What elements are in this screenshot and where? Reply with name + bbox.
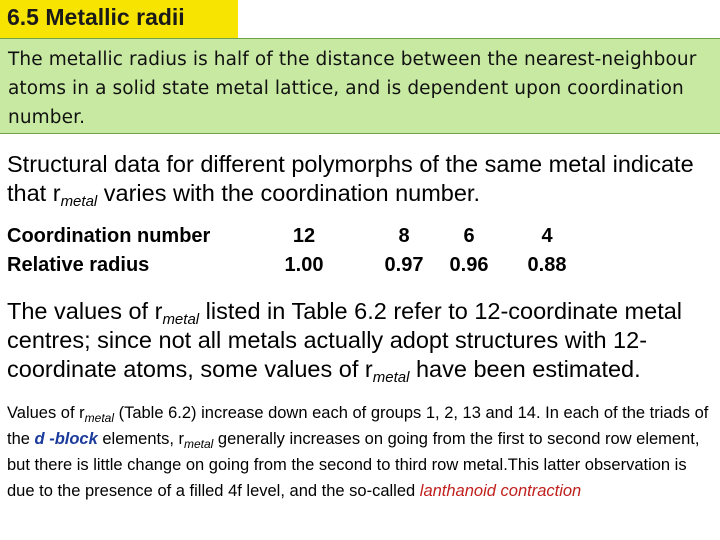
note-text-b: listed in Table 6.2 refer to 12-coordinate metal centres; since not all metals actually adopt structures with 12-coordinate atoms, some values of r [7, 298, 683, 382]
trends-paragraph [7, 400, 713, 504]
note-text-a: The values of r [7, 298, 163, 324]
note-text-c: have been estimated. [409, 356, 641, 382]
polymorph-paragraph [7, 150, 715, 208]
d-block-term: d -block [34, 430, 98, 448]
metal-subscript: metal [84, 411, 114, 425]
table-note-paragraph [7, 297, 715, 384]
coordination-label: Coordination number [7, 225, 211, 247]
definition-text: The metallic radius is half of the distance between the nearest-neighbour atoms in a solid state metal lattice, and is dependent upon coordination number. [8, 49, 697, 128]
definition-box [0, 38, 720, 134]
relative-radius-value: 0.96 [449, 254, 489, 276]
relative-radius-value: 0.97 [384, 254, 424, 276]
metal-subscript: metal [372, 369, 410, 386]
slide-title: 6.5 Metallic radii [7, 4, 185, 30]
metal-subscript: metal [162, 311, 200, 328]
coordination-value: 8 [398, 225, 410, 247]
metal-subscript: metal [60, 193, 98, 210]
polymorph-line1: Structural data for different polymorphs of the same metal indicate [7, 151, 694, 177]
relative-radius-label: Relative radius [7, 254, 150, 276]
coordination-value: 4 [541, 225, 553, 247]
coordination-value: 12 [292, 225, 316, 247]
lanthanoid-contraction-term: lanthanoid contraction [419, 482, 582, 500]
relative-radius-value: 0.88 [527, 254, 567, 276]
polymorph-post: varies with the coordination number. [97, 180, 480, 206]
relative-radius-value: 1.00 [284, 254, 324, 276]
trends-text-a: Values of r [7, 404, 85, 422]
trends-text-b: (Table 6.2) increase down each of groups 1, 2, 13 and 14. In each of the triads of the [7, 404, 709, 448]
trends-text-c: elements, r [97, 430, 184, 448]
polymorph-pre: that r [7, 180, 61, 206]
title-banner [0, 0, 238, 38]
metal-subscript: metal [184, 437, 214, 451]
trends-text-d: generally increases on going from the first to second row element, but there is little change on going from the second to third row metal.This latter observation is due to the presence of a filled 4f level, and the so-called [7, 430, 700, 500]
coordination-value: 6 [463, 225, 475, 247]
